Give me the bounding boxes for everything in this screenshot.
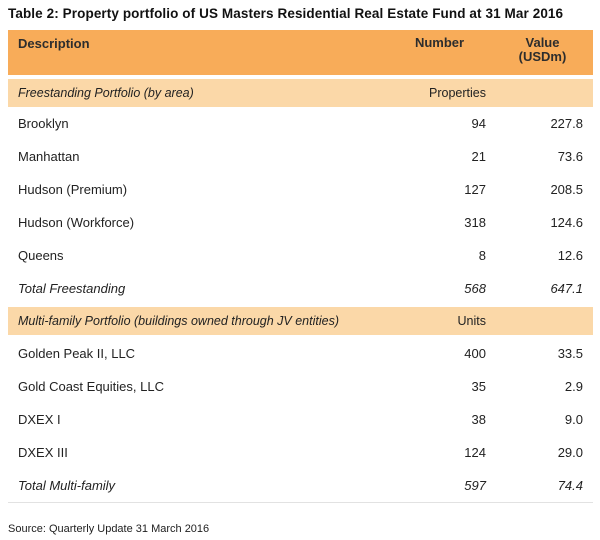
row-label: Golden Peak II, LLC (18, 346, 136, 361)
table-row (8, 140, 593, 173)
row-value: 208.5 (550, 182, 583, 197)
source-note: Source: Quarterly Update 31 March 2016 (8, 523, 210, 535)
column-header-number: Number (414, 35, 465, 50)
column-header-description: Description (18, 36, 90, 51)
row-value: 29.0 (557, 445, 583, 460)
section-label: Freestanding Portfolio (by area) (18, 86, 194, 100)
table-row (8, 436, 593, 469)
total-value: 647.1 (550, 281, 583, 296)
table-row (8, 403, 593, 436)
row-label: Manhattan (18, 149, 80, 164)
section-unit: Properties (429, 86, 486, 100)
table-row (8, 370, 593, 403)
row-label: Gold Coast Equities, LLC (18, 379, 164, 394)
total-label: Total Freestanding (18, 281, 126, 296)
row-label: DXEX I (18, 412, 61, 427)
row-label: Hudson (Premium) (18, 182, 128, 197)
row-value: 2.9 (564, 379, 583, 394)
column-header-value-line2: (USDm) (518, 49, 567, 64)
row-label: Hudson (Workforce) (18, 215, 135, 230)
row-number: 318 (464, 215, 486, 230)
total-label: Total Multi-family (18, 478, 116, 493)
table-title: Table 2: Property portfolio of US Masters Residential Real Estate Fund at 31 Mar 2016 (8, 6, 564, 21)
column-header-value (492, 30, 593, 75)
portfolio-table (8, 30, 593, 503)
row-number: 8 (478, 248, 486, 263)
table-row (8, 173, 593, 206)
total-value: 74.4 (557, 478, 583, 493)
row-number: 127 (464, 182, 486, 197)
section-header-freestanding (8, 79, 593, 107)
column-header-value-line1: Value (525, 35, 560, 50)
row-value: 9.0 (564, 412, 583, 427)
table-header-row (8, 30, 593, 75)
row-number: 400 (464, 346, 486, 361)
total-number: 568 (464, 281, 486, 296)
section-label: Multi-family Portfolio (buildings owned through JV entities) (18, 314, 339, 328)
row-value: 73.6 (557, 149, 583, 164)
section-unit: Units (457, 314, 486, 328)
row-label: DXEX III (18, 445, 68, 460)
table-row (8, 239, 593, 272)
row-label: Brooklyn (18, 116, 69, 131)
row-number: 38 (471, 412, 486, 427)
table-row (8, 337, 593, 370)
row-value: 12.6 (557, 248, 583, 263)
table-row (8, 206, 593, 239)
row-number: 21 (471, 149, 486, 164)
row-value: 227.8 (550, 116, 583, 131)
row-label: Queens (18, 248, 64, 263)
section-header-multifamily (8, 307, 593, 335)
row-value: 124.6 (550, 215, 583, 230)
total-number: 597 (464, 478, 486, 493)
table-row (8, 107, 593, 140)
row-number: 35 (471, 379, 486, 394)
total-row-freestanding (8, 272, 593, 305)
row-number: 124 (464, 445, 486, 460)
total-row-multifamily (8, 469, 593, 502)
row-number: 94 (471, 116, 486, 131)
row-value: 33.5 (557, 346, 583, 361)
